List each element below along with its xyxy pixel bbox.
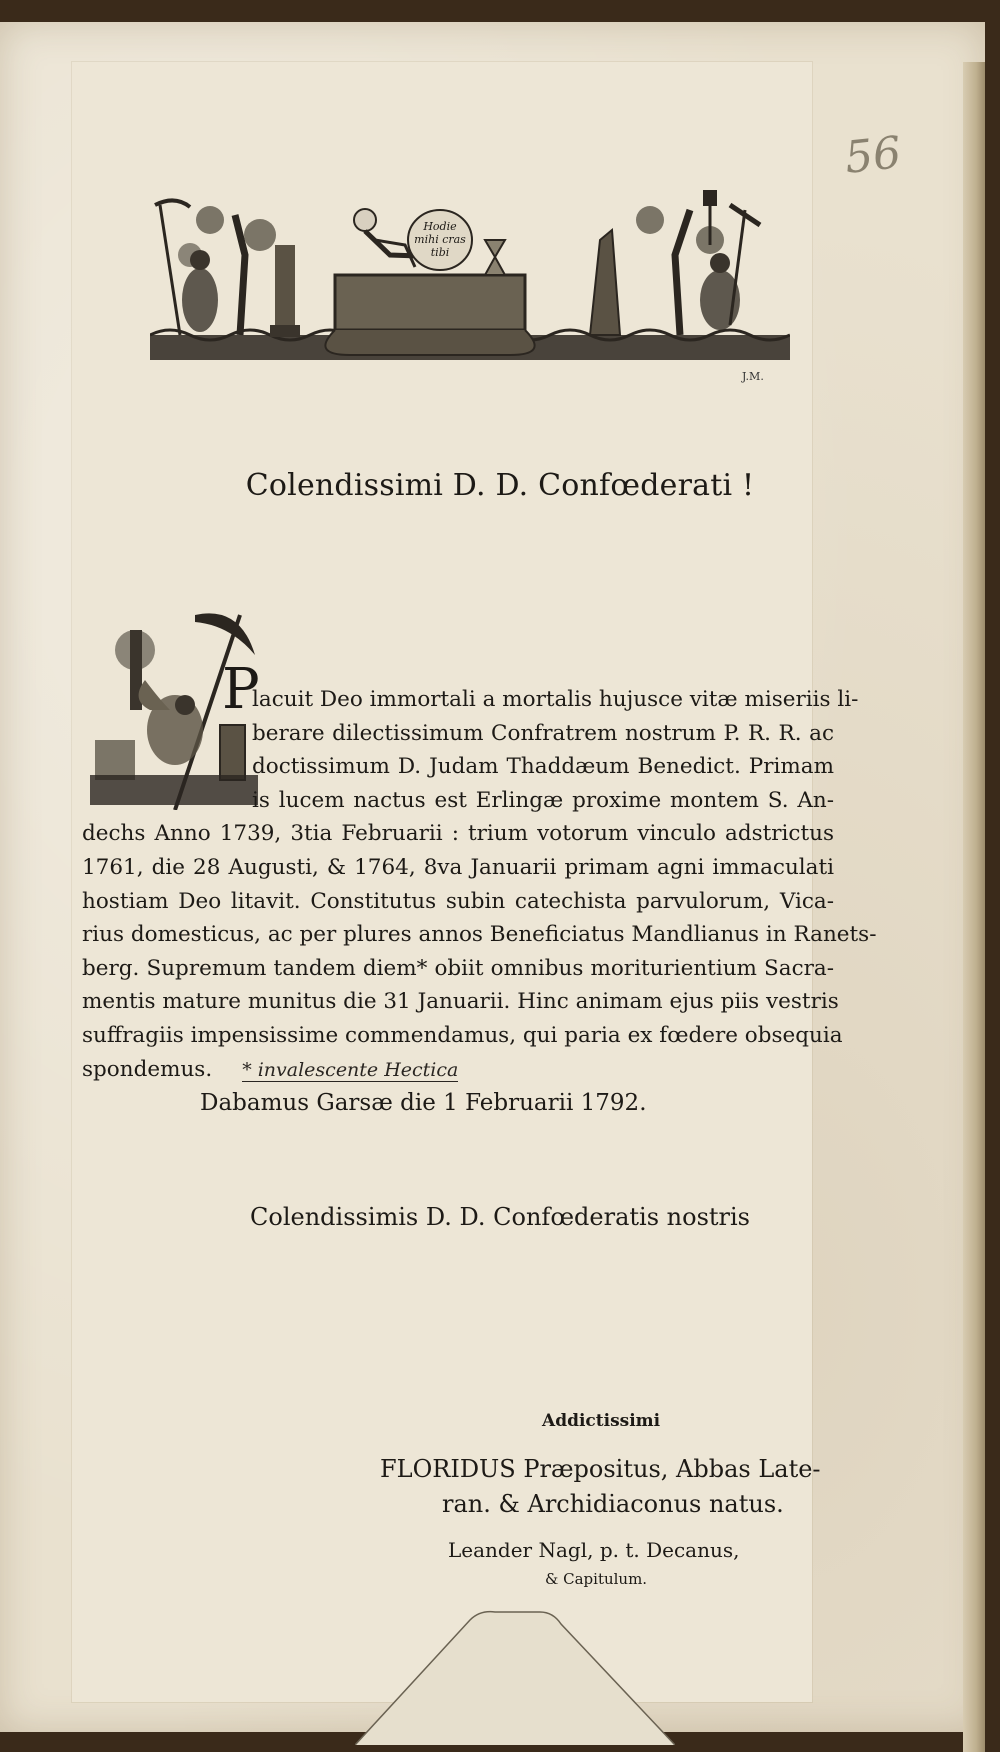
signature-closing: Addictissimi [542,1411,661,1431]
body-line: berare dilectissimum Confratrem nostrum P. R. R. ac [252,720,834,746]
body-line: 1761, die 28 Augusti, & 1764, 8va Januarii primam agni immaculati [82,854,834,880]
salutation-heading: Colendissimi D. D. Confœderati ! [245,468,755,503]
artist-mark: J.M. [742,370,764,383]
fold-flap [355,1610,675,1745]
signature-line-1: FLORIDUS Præpositus, Abbas Late- [380,1455,821,1483]
drop-cap-letter: P [222,657,260,722]
stone-inscription-2: mihi cras [414,233,466,246]
page-edge [963,62,985,1752]
woodcut-banner [150,185,790,385]
signature-line-4: & Capitulum. [545,1570,648,1588]
body-line: berg. Supremum tandem diem* obiit omnibus moriturientium Sacra- [82,955,834,981]
stone-inscription-1: Hodie [423,220,457,233]
body-line: dechs Anno 1739, 3tia Februarii : trium votorum vinculo adstrictus [82,821,834,847]
body-line: mentis mature munitus die 31 Januarii. Hinc animam ejus piis vestris [82,989,839,1015]
body-line: doctissimum D. Judam Thaddæum Benedict. Primam [252,754,834,780]
body-line: lacuit Deo immortali a mortalis hujusce vitæ miseriis li- [252,687,859,712]
signature-line-2: ran. & Archidiaconus natus. [442,1490,784,1518]
body-line-end: spondemus. [82,1056,213,1082]
body-line: is lucem nactus est Erlingæ proxime montem S. An- [252,787,834,813]
signature-line-3: Leander Nagl, p. t. Decanus, [448,1538,740,1562]
folio-number: 56 [842,127,904,184]
body-line: rius domesticus, ac per plures annos Beneficiatus Mandlianus in Ranets- [82,922,877,948]
body-last-line [82,1053,834,1088]
body-paragraph [82,683,877,1087]
address-line: Colendissimis D. D. Confœderatis nostris [250,1203,750,1231]
stone-inscription-3: tibi [430,246,450,259]
body-line: suffragiis impensissime commendamus, qui paria ex fœdere obsequia [82,1022,843,1048]
dated-line: Dabamus Garsæ die 1 Februarii 1792. [200,1090,647,1116]
body-line: hostiam Deo litavit. Constitutus subin catechista parvulorum, Vica- [82,888,834,914]
handwritten-note: * invalescente Hectica [242,1058,459,1081]
